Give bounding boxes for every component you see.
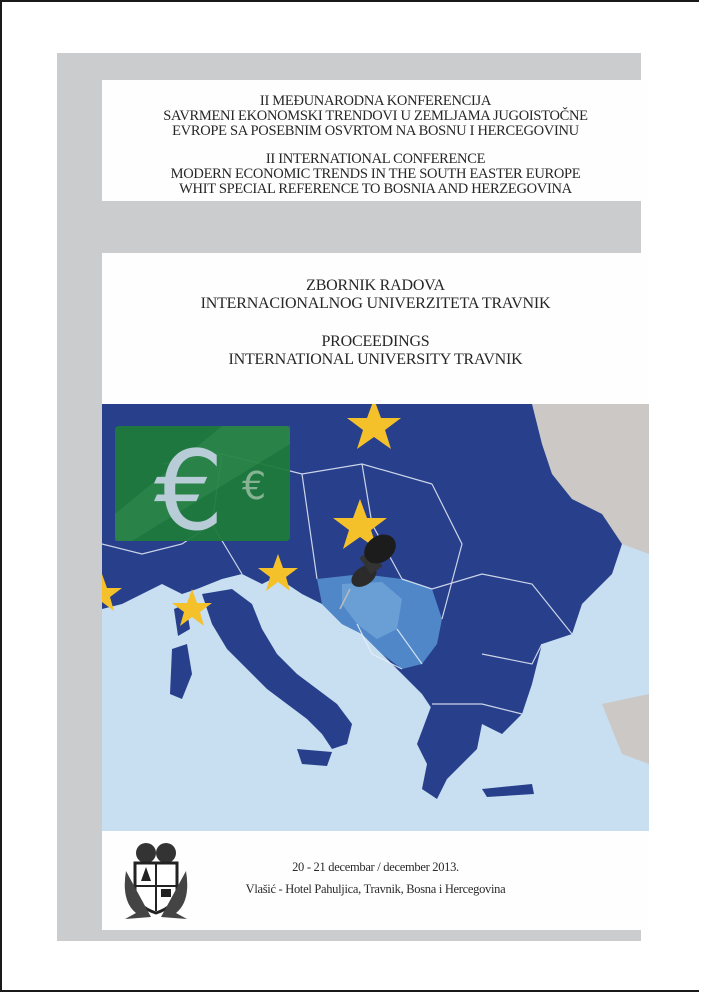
europe-map-illustration — [102, 404, 649, 831]
conference-title-sr-line3: EVROPE SA POSEBNIM OSVRTOM NA BOSNU I HERCEGOVINU — [172, 123, 579, 139]
proceedings-title-en-line2: INTERNATIONAL UNIVERSITY TRAVNIK — [228, 351, 523, 368]
conference-title-sr-line2: SAVRMENI EKONOMSKI TRENDOVI U ZEMLJAMA JUGOISTOČNE — [163, 108, 588, 124]
book-cover — [57, 53, 641, 941]
svg-text:€: € — [154, 427, 224, 555]
footer-box — [102, 831, 649, 930]
proceedings-title-sr-line2: INTERNACIONALNOG UNIVERZITETA TRAVNIK — [200, 295, 551, 312]
euro-banknote-illustration — [115, 426, 290, 555]
conference-title-sr-line1: II MEĐUNARODNA KONFERENCIJA — [259, 93, 492, 109]
conference-title-en-line3: WHIT SPECIAL REFERENCE TO BOSNIA AND HERZEGOVINA — [179, 181, 572, 197]
conference-title-box — [102, 80, 649, 201]
conference-date: 20 - 21 decembar / december 2013. — [292, 860, 459, 874]
cover-map-image — [102, 404, 649, 831]
proceedings-title-en-line1: PROCEEDINGS — [321, 333, 430, 350]
svg-text:€: € — [242, 464, 267, 508]
conference-title-en-line1: II INTERNATIONAL CONFERENCE — [265, 151, 486, 167]
proceedings-title-box — [102, 253, 649, 404]
proceedings-title-sr-line1: ZBORNIK RADOVA — [306, 277, 445, 294]
conference-location: Vlašić - Hotel Pahuljica, Travnik, Bosna i Hercegovina — [245, 882, 506, 896]
university-crest-logo — [121, 841, 191, 921]
conference-title-en-line2: MODERN ECONOMIC TRENDS IN THE SOUTH EASTER EUROPE — [170, 166, 581, 182]
